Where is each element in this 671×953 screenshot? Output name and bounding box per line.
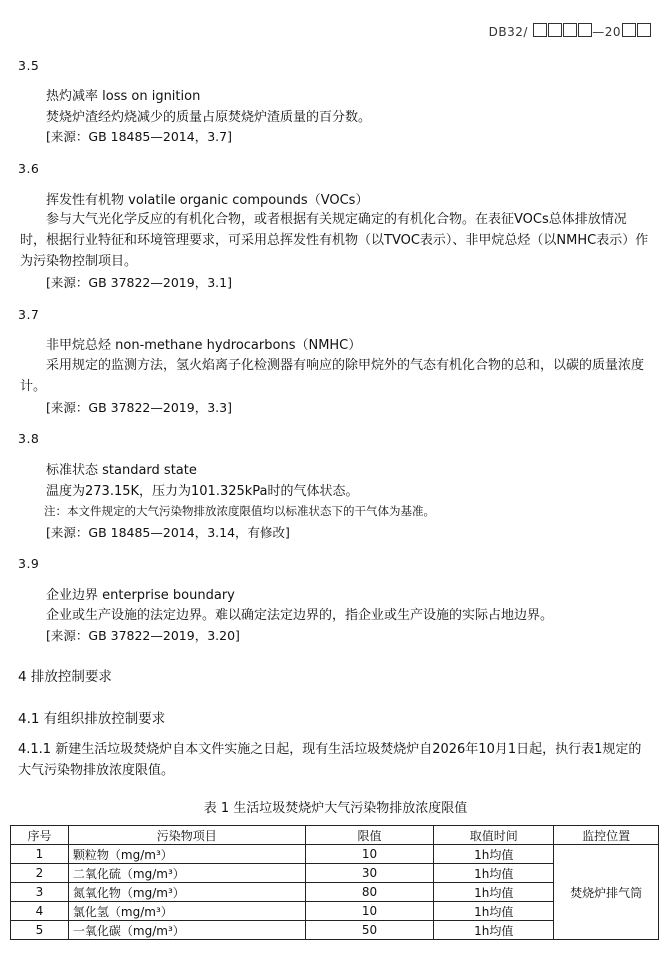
- term-source: [来源：GB 37822—2019，3.3]: [46, 400, 232, 415]
- table-header-row: [11, 826, 659, 845]
- row-number: 3: [11, 883, 69, 902]
- page-header-standard-number: DB32/ —20: [489, 23, 651, 39]
- averaging-time: 1h均值: [434, 864, 554, 883]
- row-number: 2: [11, 864, 69, 883]
- term-definition: 温度为273.15K，压力为101.325kPa时的气体状态。: [46, 484, 359, 499]
- column-header: 监控位置: [554, 826, 659, 845]
- column-header: 取值时间: [434, 826, 554, 845]
- term-title: 挥发性有机物 volatile organic compounds（VOCs）: [46, 193, 369, 208]
- term-note: 注：本文件规定的大气污染物排放浓度限值均以标准状态下的干气体为基准。: [44, 504, 435, 518]
- pollutant-item: 氮氧化物（mg/m³）: [68, 883, 305, 902]
- column-header: 限值: [305, 826, 434, 845]
- table-row: [11, 845, 659, 864]
- limit-value: 50: [305, 921, 434, 940]
- clause-number: 3.5: [18, 58, 40, 73]
- emission-limits-table: [10, 825, 659, 940]
- pollutant-item: 氯化氢（mg/m³）: [68, 902, 305, 921]
- term-definition: 焚烧炉渣经灼烧减少的质量占原焚烧炉渣质量的百分数。: [46, 110, 372, 125]
- pollutant-item: 颗粒物（mg/m³）: [68, 845, 305, 864]
- averaging-time: 1h均值: [434, 921, 554, 940]
- limit-value: 30: [305, 864, 434, 883]
- pollutant-item: 二氧化硫（mg/m³）: [68, 864, 305, 883]
- averaging-time: 1h均值: [434, 883, 554, 902]
- limit-value: 10: [305, 845, 434, 864]
- term-source: [来源：GB 37822—2019，3.20]: [46, 628, 240, 643]
- row-number: 5: [11, 921, 69, 940]
- row-number: 1: [11, 845, 69, 864]
- clause-number: 3.9: [18, 556, 40, 571]
- term-source: [来源：GB 37822—2019，3.1]: [46, 275, 232, 290]
- term-title: 热灼减率 loss on ignition: [46, 89, 201, 104]
- averaging-time: 1h均值: [434, 902, 554, 921]
- term-source: [来源：GB 18485—2014，3.14，有修改]: [46, 525, 290, 540]
- clause-number: 3.8: [18, 431, 40, 446]
- term-title: 非甲烷总烃 non-methane hydrocarbons（NMHC）: [46, 338, 362, 353]
- clause-number: 3.7: [18, 307, 40, 322]
- column-header: 序号: [11, 826, 69, 845]
- row-number: 4: [11, 902, 69, 921]
- column-header: 污染物项目: [68, 826, 305, 845]
- clause-number: 3.6: [18, 161, 40, 176]
- limit-value: 10: [305, 902, 434, 921]
- term-definition: 参与大气光化学反应的有机化合物，或者根据有关规定确定的有机化合物。在表征VOCs总体排放情况时，根据行业特征和环境管理要求，可采用总挥发性有机物（以TVOC表示）、非甲烷总烃（以NMHC表示）作为污染物控制项目。: [20, 212, 649, 269]
- table-title: 表 1 生活垃圾焚烧炉大气污染物排放浓度限值: [203, 801, 468, 816]
- limit-value: 80: [305, 883, 434, 902]
- term-title: 企业边界 enterprise boundary: [46, 588, 235, 603]
- monitoring-location: 焚烧炉排气筒: [554, 845, 659, 940]
- term-definition: 采用规定的监测方法，氢火焰离子化检测器有响应的除甲烷外的气态有机化合物的总和，以碳的质量浓度计。: [20, 358, 645, 394]
- term-source: [来源：GB 18485—2014，3.7]: [46, 129, 232, 144]
- chapter-heading: 4 排放控制要求: [18, 669, 112, 685]
- term-title: 标准状态 standard state: [46, 463, 197, 478]
- clause-text: 4.1.1 新建生活垃圾焚烧炉自本文件实施之日起，现有生活垃圾焚烧炉自2026年10月1日起，执行表1规定的大气污染物排放浓度限值。: [18, 742, 642, 778]
- section-heading: 4.1 有组织排放控制要求: [18, 711, 166, 727]
- pollutant-item: 一氧化碳（mg/m³）: [68, 921, 305, 940]
- term-definition: 企业或生产设施的法定边界。难以确定法定边界的，指企业或生产设施的实际占地边界。: [46, 608, 554, 623]
- averaging-time: 1h均值: [434, 845, 554, 864]
